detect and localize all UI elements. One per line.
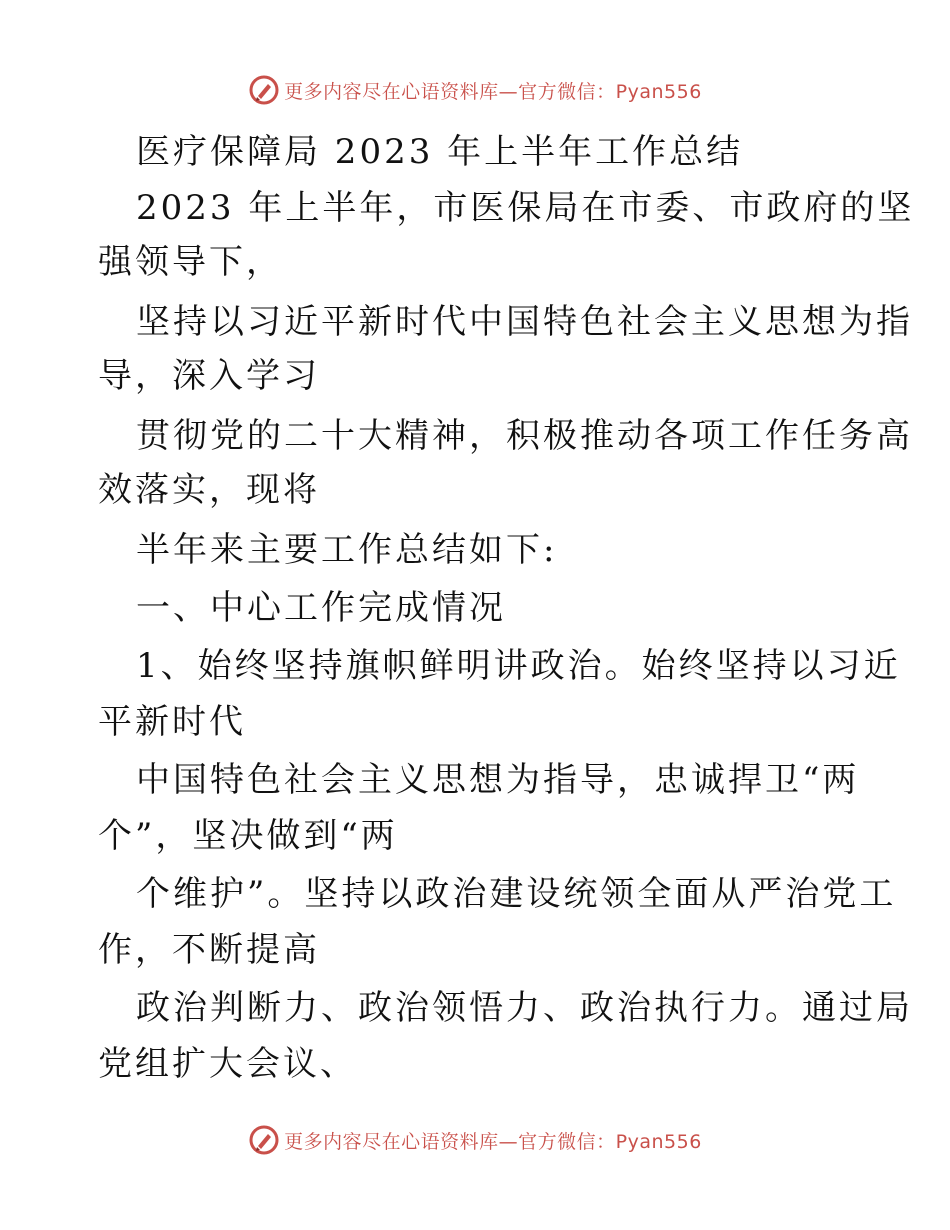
pen-logo-icon — [248, 74, 280, 106]
paragraph-line: 平新时代 — [98, 702, 246, 742]
paragraph-line: 作，不断提高 — [98, 930, 320, 970]
paragraph-line: 坚持以习近平新时代中国特色社会主义思想为指 — [136, 302, 913, 342]
paragraph-line: 1、始终坚持旗帜鲜明讲政治。始终坚持以习近 — [136, 646, 901, 686]
paragraph-line: 导，深入学习 — [98, 356, 320, 396]
paragraph-line: 强领导下， — [98, 242, 283, 282]
paragraph-line: 个维护”。坚持以政治建设统领全面从严治党工 — [136, 874, 897, 914]
paragraph-line: 政治判断力、政治领悟力、政治执行力。通过局 — [136, 988, 913, 1028]
paragraph-line: 效落实，现将 — [98, 470, 320, 510]
paragraph-line: 贯彻党的二十大精神，积极推动各项工作任务高 — [136, 416, 913, 456]
footer-watermark-text: 更多内容尽在心语资料库—官方微信：Pyan556 — [284, 1130, 702, 1153]
paragraph-line: 党组扩大会议、 — [98, 1044, 357, 1084]
document-title: 医疗保障局 2023 年上半年工作总结 — [136, 132, 744, 172]
header-watermark-banner — [0, 70, 950, 110]
paragraph-line: 中国特色社会主义思想为指导，忠诚捍卫“两 — [136, 760, 860, 800]
paragraph-line: 个”，坚决做到“两 — [98, 816, 398, 856]
paragraph-line: 2023 年上半年，市医保局在市委、市政府的坚 — [136, 188, 915, 228]
section-heading: 一、中心工作完成情况 — [136, 588, 506, 628]
header-watermark-text: 更多内容尽在心语资料库—官方微信：Pyan556 — [284, 80, 702, 103]
pen-logo-icon — [248, 1124, 280, 1156]
footer-watermark-banner — [0, 1120, 950, 1160]
paragraph-line: 半年来主要工作总结如下: — [136, 530, 558, 570]
